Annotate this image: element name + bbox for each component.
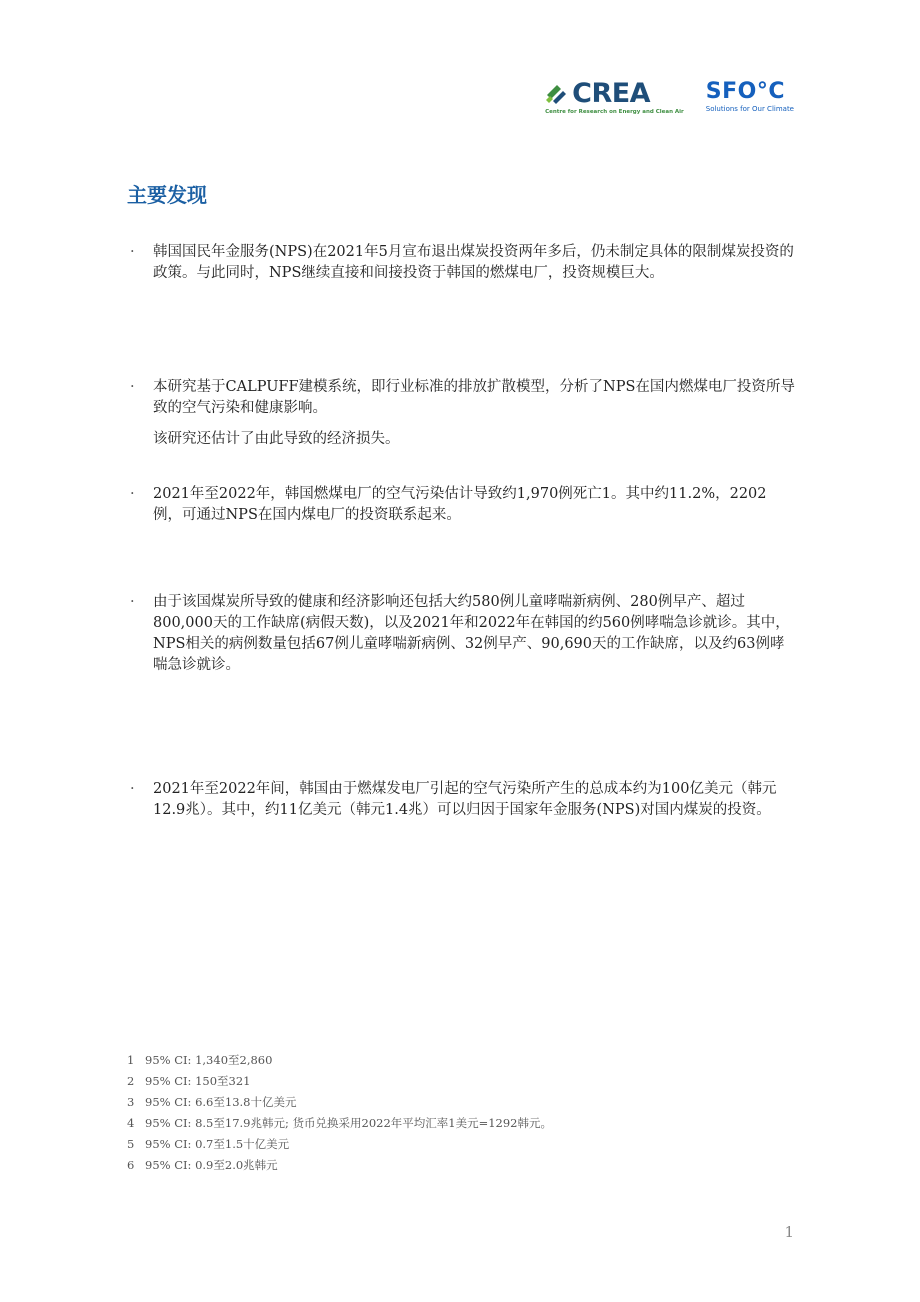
- footnote-number: 4: [127, 1116, 135, 1130]
- footnote-text: 95% CI: 1,340至2,860: [145, 1053, 273, 1067]
- header-logos: [544, 80, 794, 115]
- bullet-marker: ·: [130, 244, 135, 260]
- footnote-text: 95% CI: 8.5至17.9兆韩元; 货币兑换采用2022年平均汇率1美元=1292韩元。: [145, 1116, 552, 1130]
- finding-text: 韩国国民年金服务(NPS)在2021年5月宣布退出煤炭投资两年多后，仍未制定具体的限制煤炭投资的政策。与此同时，NPS继续直接和间接投资于韩国的燃煤电厂，投资规模巨大。: [153, 244, 794, 281]
- footnote-number: 1: [127, 1053, 135, 1067]
- footnotes: [127, 1050, 552, 1176]
- crea-tagline: Centre for Research on Energy and Clean Air: [545, 109, 684, 115]
- footnote-item: [127, 1155, 552, 1176]
- sfoc-wordmark: SFO°C: [705, 79, 785, 104]
- bullet-marker: ·: [130, 486, 135, 502]
- crea-leaf-icon: [544, 82, 568, 106]
- finding-item: [130, 242, 795, 284]
- finding-item: [130, 484, 795, 526]
- footnote-number: 5: [127, 1137, 135, 1151]
- sfoc-tagline: Solutions for Our Climate: [705, 105, 794, 114]
- crea-logo: [544, 80, 684, 115]
- footnote-item: [127, 1092, 552, 1113]
- finding-extra-text: 该研究还估计了由此导致的经济损失。: [153, 431, 400, 447]
- page-number: 1: [784, 1223, 794, 1241]
- finding-item: [130, 779, 795, 821]
- crea-wordmark: CREA: [572, 78, 651, 109]
- footnote-number: 6: [127, 1158, 135, 1172]
- footnote-text: 95% CI: 0.9至2.0兆韩元: [145, 1158, 278, 1172]
- footnote-item: [127, 1050, 552, 1071]
- finding-text: 本研究基于CALPUFF建模系统，即行业标准的排放扩散模型，分析了NPS在国内燃煤电厂投资所导致的空气污染和健康影响。: [153, 379, 795, 416]
- page-title: 主要发现: [127, 183, 207, 207]
- footnote-item: [127, 1113, 552, 1134]
- footnote-text: 95% CI: 150至321: [145, 1074, 251, 1088]
- footnote-number: 3: [127, 1095, 135, 1109]
- bullet-marker: ·: [130, 594, 135, 610]
- finding-item: [130, 592, 795, 676]
- footnote-item: [127, 1134, 552, 1155]
- finding-item: [130, 377, 795, 450]
- finding-text: 2021年至2022年间，韩国由于燃煤发电厂引起的空气污染所产生的总成本约为100亿美元（韩元12.9兆）。其中，约11亿美元（韩元1.4兆）可以归因于国家年金服务(NPS)对国内煤炭的投资。: [153, 781, 777, 818]
- footnote-text: 95% CI: 6.6至13.8十亿美元: [145, 1095, 297, 1109]
- bullet-marker: ·: [130, 781, 135, 797]
- bullet-marker: ·: [130, 379, 135, 395]
- finding-text: 2021年至2022年，韩国燃煤电厂的空气污染估计导致约1,970例死亡1。其中约11.2%，2202例，可通过NPS在国内煤电厂的投资联系起来。: [153, 486, 767, 523]
- sfoc-logo: [706, 80, 794, 113]
- footnote-item: [127, 1071, 552, 1092]
- footnote-text: 95% CI: 0.7至1.5十亿美元: [145, 1137, 290, 1151]
- finding-text: 由于该国煤炭所导致的健康和经济影响还包括大约580例儿童哮喘新病例、280例早产、超过800,000天的工作缺席(病假天数)，以及2021年和2022年在韩国的约560例哮喘急诊就诊。其中，NPS相关的病例数量包括67例儿童哮喘新病例、32例早产、90,690天的工作缺席，以及约63例哮喘急诊就诊。: [153, 594, 790, 673]
- footnote-number: 2: [127, 1074, 135, 1088]
